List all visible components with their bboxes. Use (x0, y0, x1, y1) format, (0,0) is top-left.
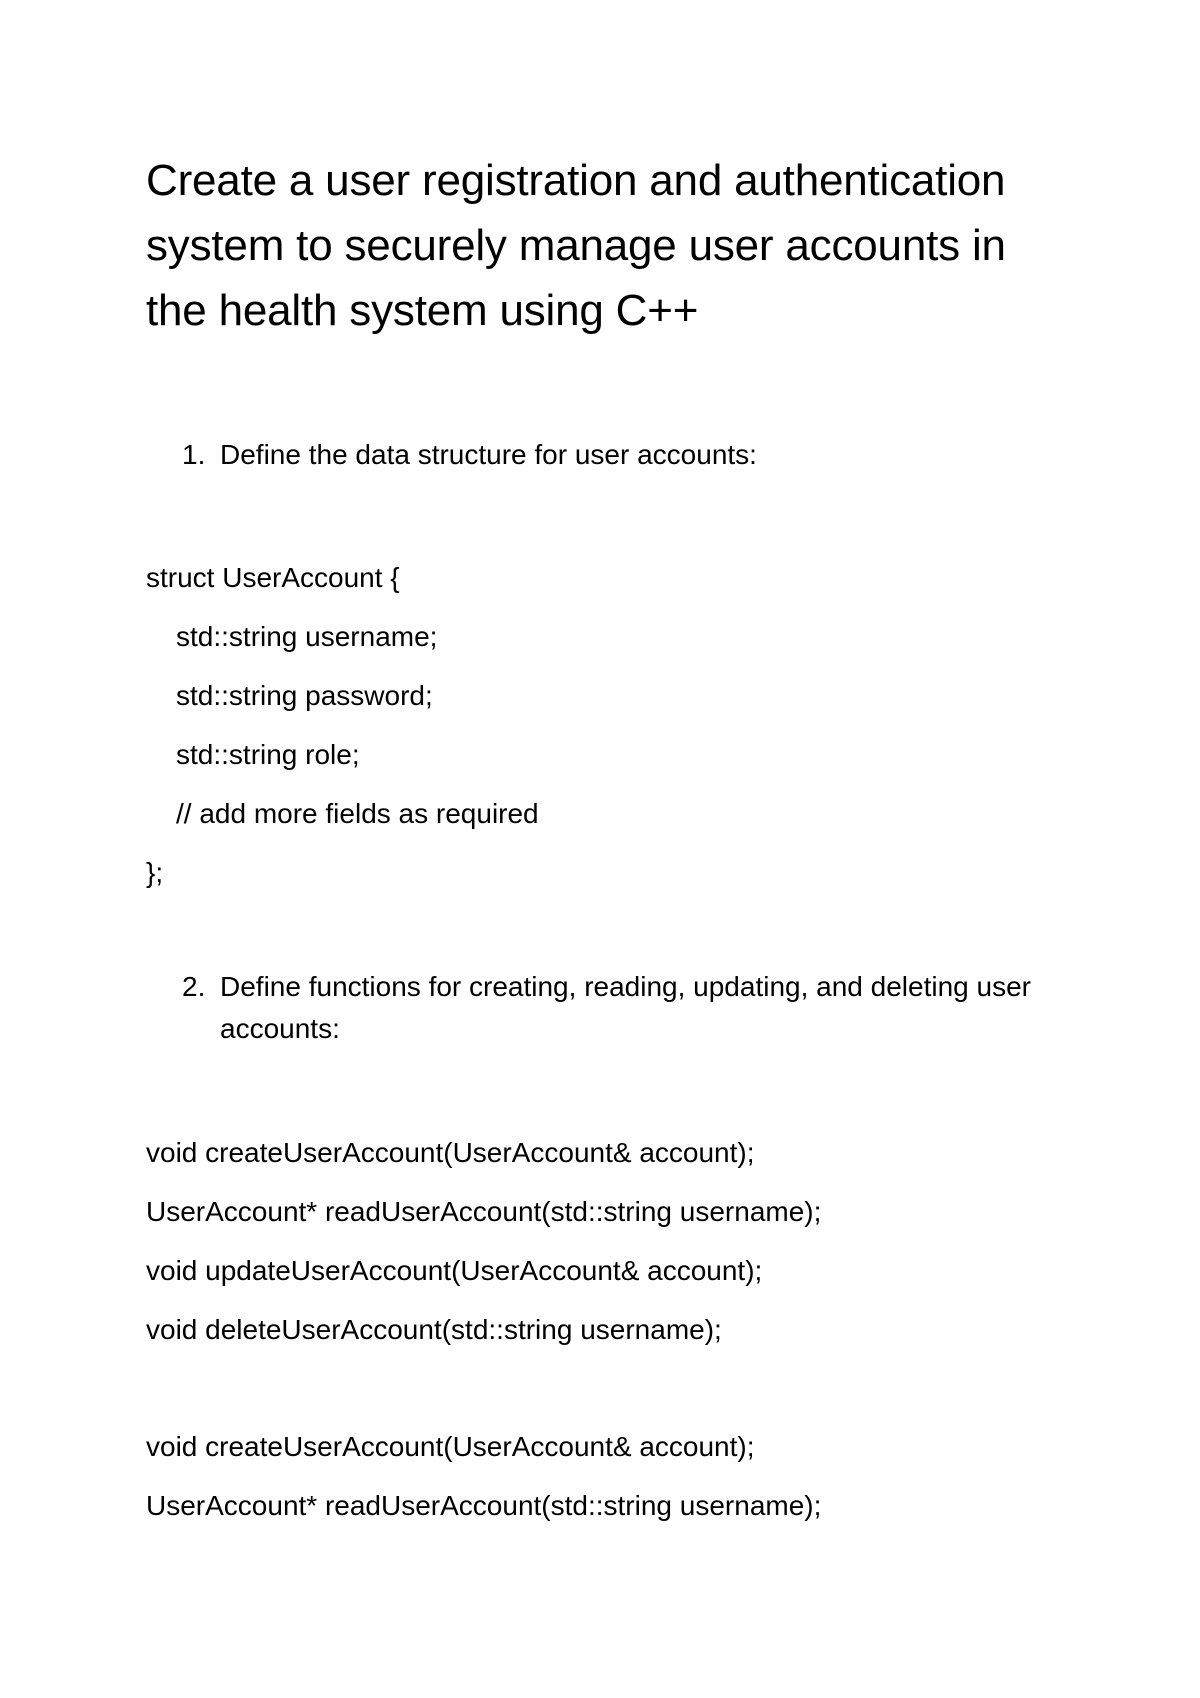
code-line: std::string role; (176, 739, 360, 770)
step-1-text: Define the data structure for user accounts: (220, 439, 757, 470)
step-1 (146, 434, 1046, 476)
document-title: Create a user registration and authentication system to securely manage user accounts in the health system using C++ (146, 156, 1006, 335)
code-comment: // add more fields as required (176, 798, 539, 829)
code-line: struct UserAccount { (146, 562, 400, 593)
code-line: void createUserAccount(UserAccount& account); (146, 1431, 755, 1462)
step-2-text: Define functions for creating, reading, updating, and deleting user accounts: (220, 971, 1031, 1044)
code-line: std::string username; (176, 621, 438, 652)
code-line: void createUserAccount(UserAccount& account); (146, 1137, 755, 1168)
code-line: UserAccount* readUserAccount(std::string username); (146, 1490, 822, 1521)
code-line: void updateUserAccount(UserAccount& account); (146, 1255, 763, 1286)
code-line: }; (146, 857, 164, 888)
step-2 (146, 966, 1046, 1050)
step-2-number: 2. (182, 971, 206, 1002)
code-line: UserAccount* readUserAccount(std::string username); (146, 1196, 822, 1227)
step-1-number: 1. (182, 439, 206, 470)
code-line: void deleteUserAccount(std::string username); (146, 1314, 722, 1345)
code-line: std::string password; (176, 680, 433, 711)
